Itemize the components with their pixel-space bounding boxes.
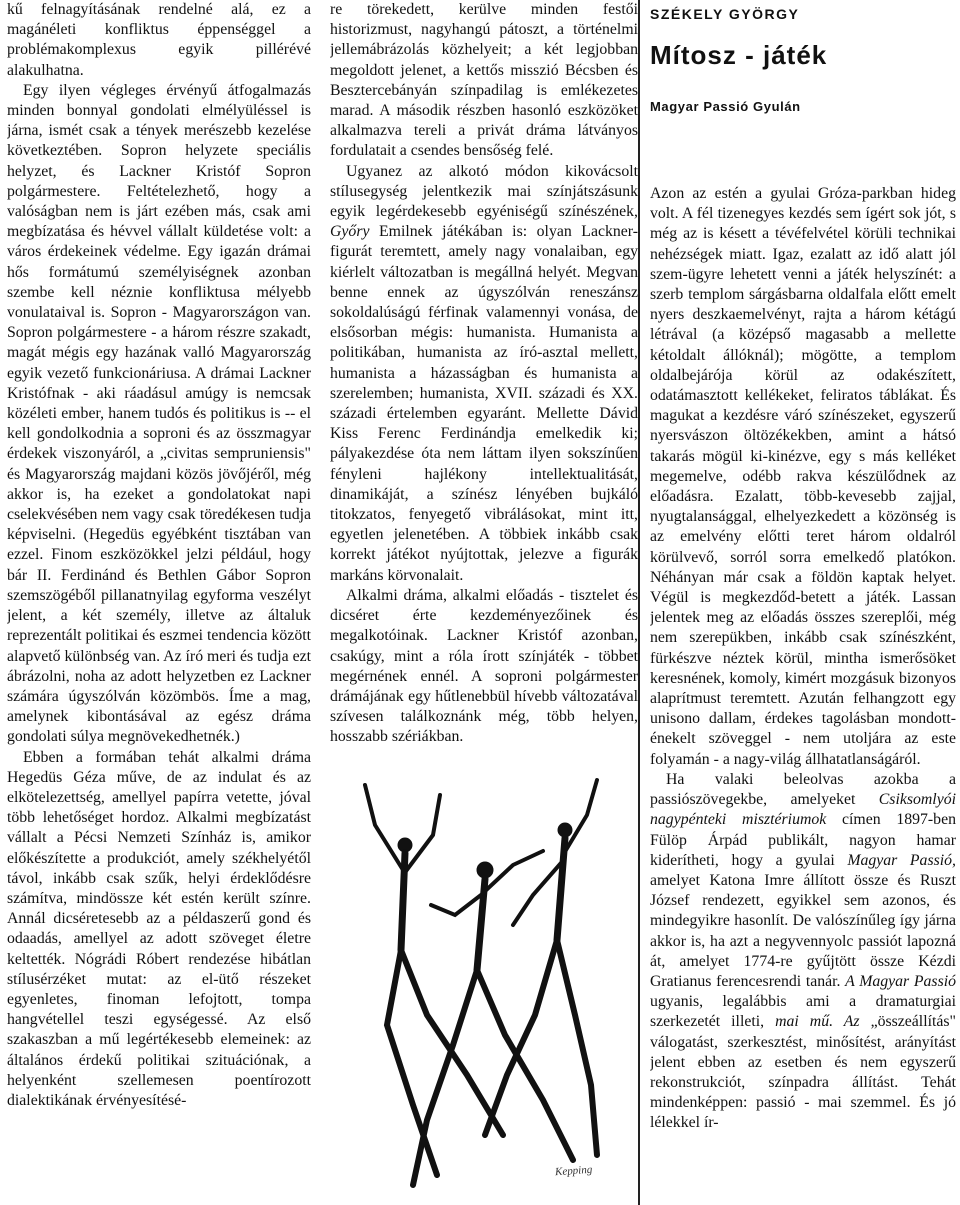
- text-run: Ha valaki beleolvas azokba a passiószövegekbe, amelyeket: [650, 770, 956, 809]
- article-author: SZÉKELY GYÖRGY: [650, 6, 800, 22]
- paragraph: Alkalmi dráma, alkalmi előadás - tisztelet és dicséret érte kezdeményezőinek és megalkotóinak. Lackner Kristóf azonban, csakúgy, mint a róla írott színjáték - többet megérnének ennél. A soproni polgármester drámájának egy hűtlenebbül hívebb változatával szívesen találkoznánk még, több helyen, hosszabb szériákban.: [330, 586, 638, 746]
- emphasis: mai mű. Az: [775, 1013, 860, 1031]
- actor-name: Győry: [330, 223, 370, 241]
- column-middle: [330, 0, 638, 760]
- paragraph: Azon az estén a gyulai Gróza-parkban hideg volt. A fél tizenegyes kezdés sem ígért sok jót, s még az is késett a tévéfelvétel körüli technikai nehézségek miatt. Igaz, ezalatt az idő alatt jól szem-ügyre lehetett venni a játék helyszínét: a szerb templom sárgásbarna oldalfala előtt emelt nyers deszkaemelvényt, rajta a három kétágú létrával (a középső magasabb a mellette kétoldalt állóknál); mögötte, a templom oldalbejárója körül az odakészített, odatámasztott kellékeket, feliratos táblákat. És magukat a kezdésre váró színészeket, egyszerű nyersvászon öltözékekben, amint a hátsó takarás mögül ki-kinézve, egy s más kelléket megemelve, odébb rakva készülődnek az előadásra. Ezalatt, több-kevesebb zajjal, nyugtalansággal, elhelyezkedett a közönség is az emelvény előtti teret három oldalról körülvevő, sorról sorra emelkedő platókon. Néhányan már csak a földön kaptak helyet. Végül is megkezdőd-betett a játék. Lassan jelentek meg az előadás összes szereplői, még nem szerepükben, inkább csak színészként, fürkészve néztek körül, mintha ismerősöket keresnének, komoly, kimért mozgásuk bizonyos alaprítmust teremtett. Azután felhangzott egy unisono dallam, érdekes tagolásban mondott-énekelt szöveggel - nem utoljára az este folyamán - a nagy-világ állhatatlanságáról.: [650, 185, 956, 768]
- dancers-illustration: [335, 775, 635, 1205]
- column-right: [650, 0, 956, 1205]
- column-divider: [638, 0, 640, 1205]
- paragraph: [650, 770, 956, 1134]
- text-run: címen 1897-ben Fülöp Árpád publikált, nagyon hamar kiderítheti, hogy a gyulai: [650, 811, 956, 869]
- column-left: [7, 0, 311, 1200]
- text-run: Emilnek játékában is: olyan Lackner-figurát teremtett, amely nagy vonalaiban, egy kiérlelt változatban is megállná helyét. Megvan benne ennek az úgyszólván reneszánsz sokoldalúságú férfinak valamennyi vonása, de elsősorban mégis: humanista. Humanista a politikában, humanista az író-asztal mellett, humanista a házasságban és humanista a szerelemben; humanista, XVII. századi és XX. századi értelemben egyaránt. Mellette Dávid Kiss Ferenc Ferdinándja emelkedik ki; pályakezdése óta nem láttam ilyen sokszínűen fényleni hajlékony intellektualitását, dinamikáját, a színész lényében bujkáló titokzatos, fenyegető vibrálásokat, mint itt, egyetlen jelenetében. A többiek inkább csak korrekt játékot nyújtottak, jelezve a figurák markáns körvonalait.: [330, 223, 638, 584]
- paragraph: Ebben a formában tehát alkalmi dráma Hegedüs Géza műve, de az indulat és az elkötelezettség, amellyel papírra vetette, jóval több lehetőséget hordoz. Alkalmi megbízatást vállalt a Pécsi Nemzeti Színház is, amikor előkészítette a produkciót, amely székhelyétől távol, inkább csak szűk, helyi érdeklődésre számítva, mindössze két estén került színre. Annál dicséretesebb az a példaszerű gond és odaadás, amellyel az adott szöveget életre keltették. Nógrádi Róbert rendezése hibátlan stílusérzéket mutat: az el-ütő részeket egyenletes, finoman lefojtott, tompa hangvétellel teszi egységessé. Az első szakaszban a mű legértékesebb elemeinek: az általános érdekű politikai szituációnak, a helyenként szellemesen poentírozott dialektikának érvényesítésé-: [7, 748, 311, 1109]
- article-subtitle: Magyar Passió Gyulán: [650, 99, 801, 114]
- artist-signature: Kepping: [554, 1163, 593, 1179]
- paragraph: kű felnagyításának rendelné alá, ez a magánéleti konfliktus éppenséggel a problémakomplexus egyik pillérévé alakulhatna.: [7, 1, 311, 79]
- text-run: „összeállítás" válogatást, szerkesztést, minősítést, arányítást jelent ebben az esetben és nem egyszerű rekonstrukciót, színpadra állítást. Tehát mindenképpen: passió - mai szemmel. És jó lélekkel ír-: [650, 1013, 956, 1132]
- play-title: Magyar Passió,: [847, 851, 956, 869]
- article-title: Mítosz - játék: [650, 40, 828, 70]
- text-run: ugyanis, legalábbis ami a dramaturgiai szerkezetét illeti,: [650, 993, 956, 1031]
- play-title: A Magyar Passió: [845, 972, 956, 990]
- book-title: Csiksomlyói nagypénteki misztériumok: [650, 791, 956, 829]
- paragraph: Egy ilyen végleges érvényű átfogalmazás minden bonnyal gondolati elmélyüléssel is járna, ismét csak a tények merészebb kezelése következtében. Sopron helyzete speciális helyzet, és Lackner Kristóf Sopron polgármestere. Feltételezhető, hogy a valóságban nem is járt ezében más, csak ami megbízatása és hévvel vállalt küldetése volt: a város érdekeinek védelme. Egy igazán drámai hős formátumú személyiségnek azonban szembe kell néznie konfliktusa mélyebb vonulataival is. Sopron - Magyarországon van. Sopron polgármestere - a három részre szakadt, magát mégis egy hazának valló Magyarország egyik vezető funkcionáriusa. A drámai Lackner Kristófnak - aki ráadásul amúgy is nemcsak közéleti ember, hanem tudós és politikus is -- el kell gondolkodnia a soproni és az összmagyar érdekek viszonyáról, a „civitas sempruniensis" és Magyarország majdani közös jövőjéről, még akkor is, ha ezeket a gondolatokat napi cselekvésében nem vagy csak töredékesen tudja képviselni. (Hegedüs egyébként tisztában van ezzel. Finom eszközökkel jelzi például, hogy bár II. Ferdinánd és Bethlen Gábor Sopron szemszögéből pillanatnyilag egyforma veszélyt jelent, a két személy, illetve az általuk reprezentált politikai és eszmei tendencia között alapvető különbség van. Az író meri és tudja ezt ábrázolni, noha az adott helyzetben ez Lackner számára úgyszólván közömbös. Íme a mag, amelynek kibontásával az egész dráma gondolati súlya megnövekedhetnék.): [7, 81, 311, 746]
- paragraph: [330, 162, 638, 586]
- paragraph: re törekedett, kerülve minden festői historizmust, nagyhangú pátoszt, a történelmi jellemábrázolás közhelyeit; a két legjobban megoldott jelenet, a kettős misszió Bécsben és Besztercebányán színpadilag is emlékezetes marad. A második részben hasonló eszközöket alkalmazva tereli a privát dráma látványos fordulatait a csendes bensőség felé.: [330, 1, 638, 160]
- text-run: Ugyanez az alkotó módon kikovácsolt stílusegység jelentkezik mai színjátszásunk egyik legérdekesebb egyéniségű színészének,: [330, 162, 638, 221]
- text-run: amelyet Katona Imre állított össze és Ruszt József rendezett, egyikkel sem azonos, és mindegyikre hasonlít. De valószínűleg így járna akkor is, ha azt a negyvennyolc passiót lapozná át, amelyet 1774-re gyűjtött össze Kézdi Gratianus ferencesrendi tanár.: [650, 871, 956, 990]
